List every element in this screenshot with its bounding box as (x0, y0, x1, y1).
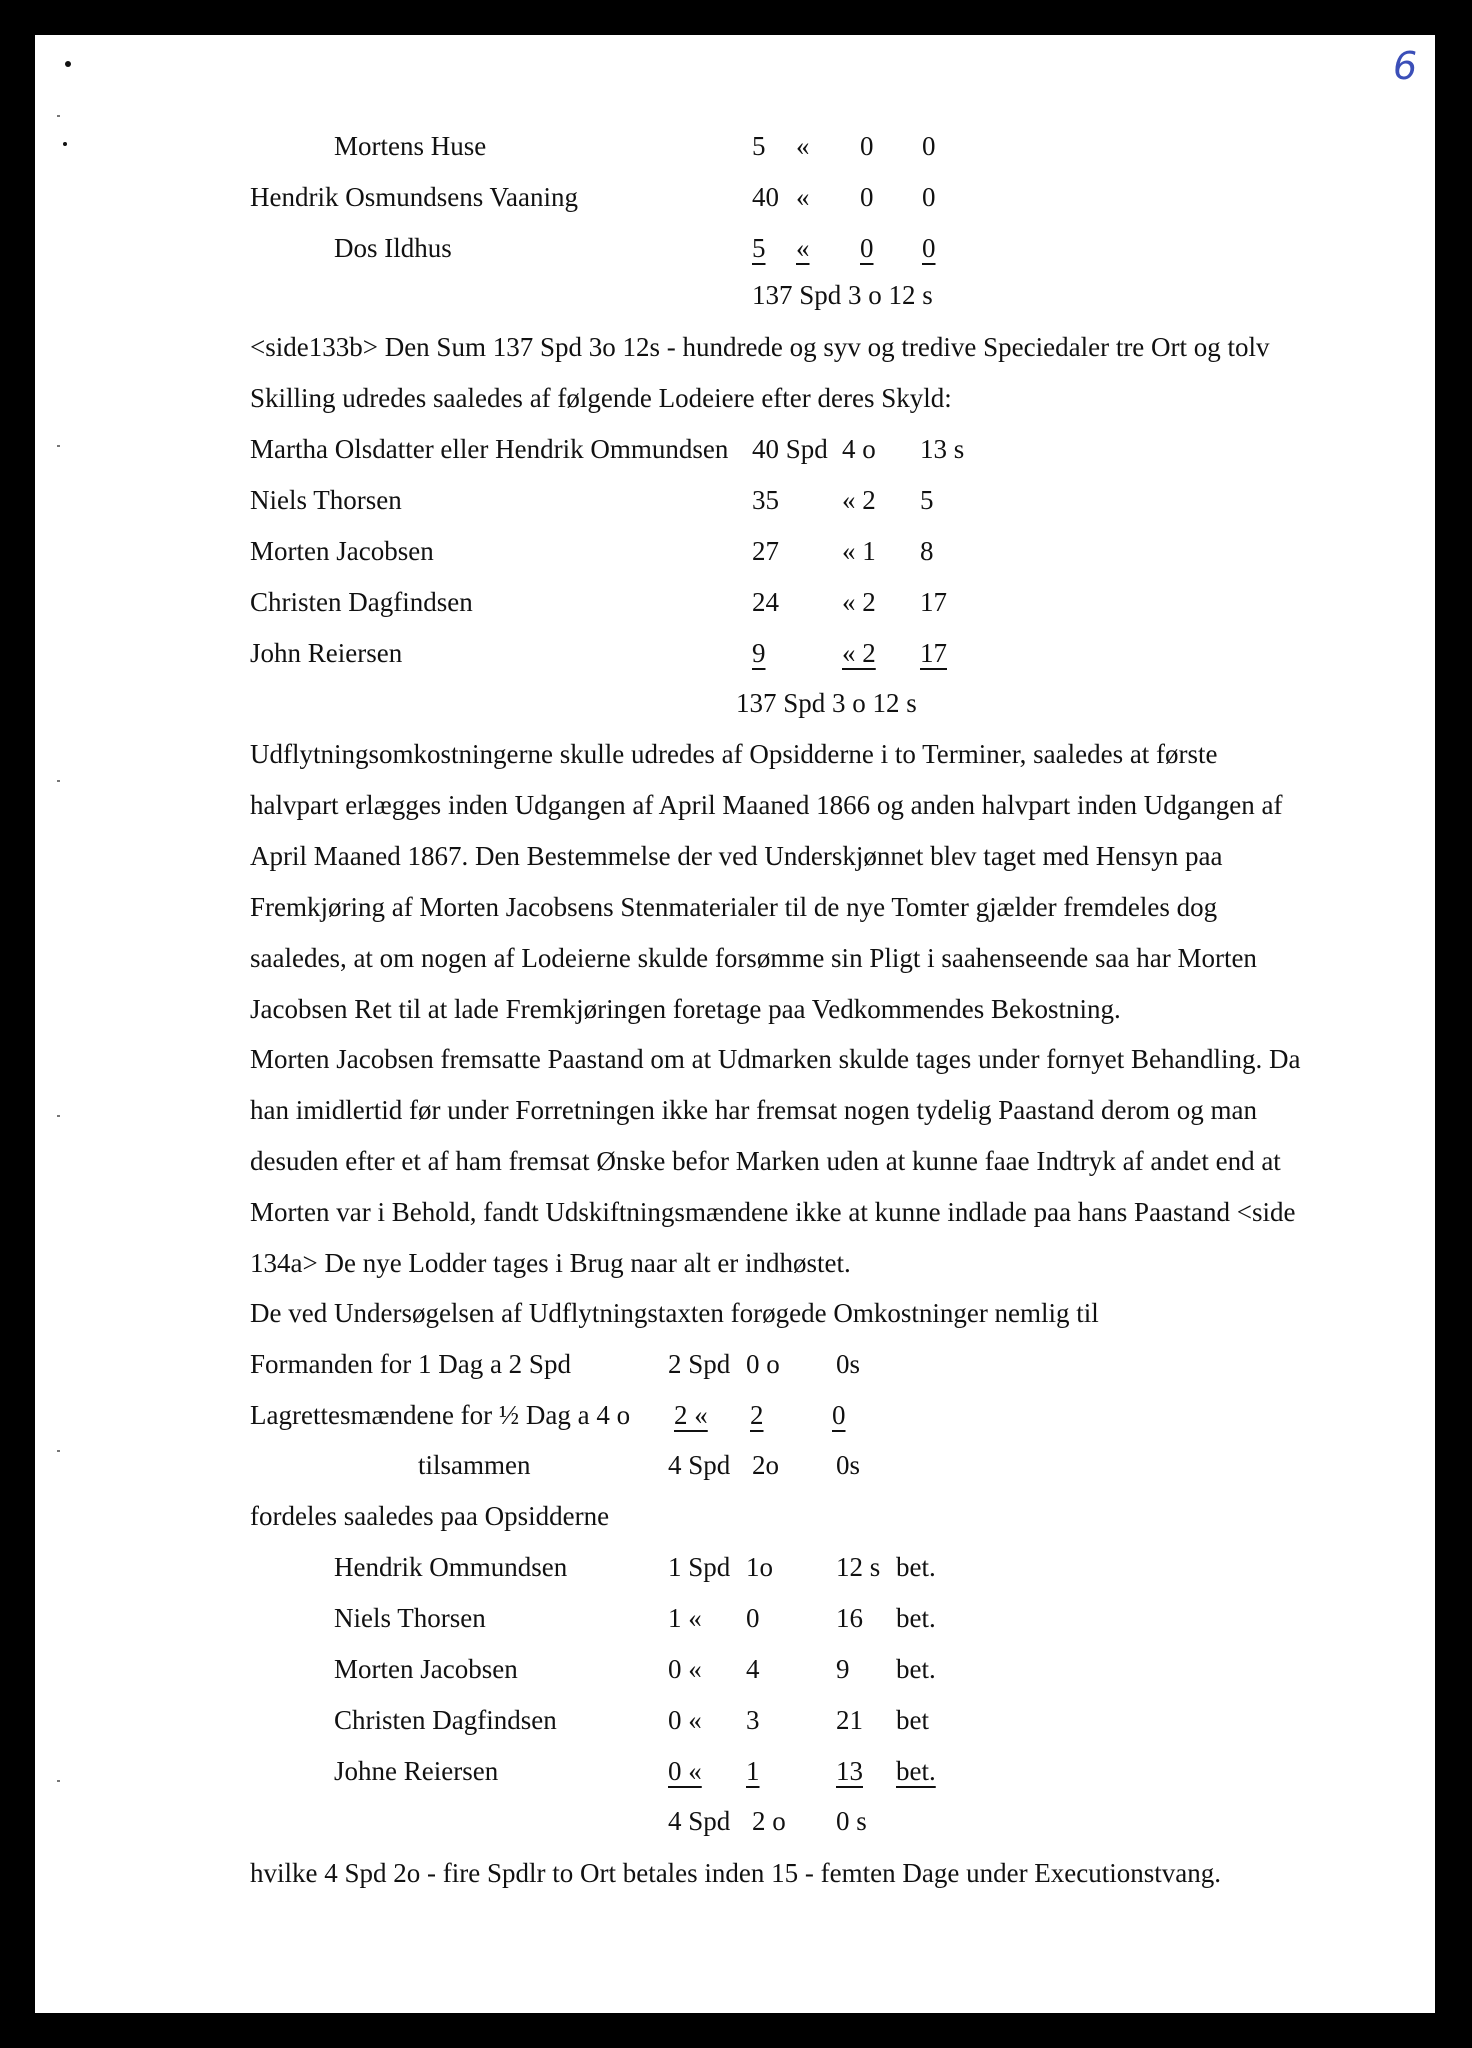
ledger-cell: 0 o (746, 1349, 780, 1379)
ledger-cell: bet. (896, 1552, 936, 1582)
ledger-cell: 9 (752, 638, 766, 668)
paragraph-line: Jacobsen Ret til at lade Fremkjøringen foretage paa Vedkommendes Bekostning. (250, 994, 1121, 1024)
paragraph-line: fordeles saaledes paa Opsidderne (250, 1501, 610, 1531)
ledger-cell: Mortens Huse (334, 131, 487, 161)
ledger-cell: 17 (920, 638, 947, 668)
ledger-cell: 5 (752, 233, 766, 263)
ledger-cell: 0 (860, 131, 874, 161)
ledger-cell: Lagrettesmændene for ½ Dag a 4 o (250, 1400, 631, 1430)
paragraph-line: Fremkjøring af Morten Jacobsens Stenmaterialer til de nye Tomter gjælder fremdeles dog (250, 892, 1218, 922)
ledger-cell: 0 (832, 1400, 846, 1430)
ledger-cell: 13 (836, 1756, 863, 1786)
ledger-cell: « 2 (842, 587, 876, 617)
ledger-cell: Niels Thorsen (250, 485, 402, 515)
paragraph-line: halvpart erlægges inden Udgangen af April Maaned 1866 og anden halvpart inden Udgangen af (250, 790, 1283, 820)
margin-tick (57, 780, 60, 782)
ledger-cell: 0 (922, 182, 936, 212)
ledger-cell: 17 (920, 587, 947, 617)
paragraph-line: April Maaned 1867. Den Bestemmelse der ved Underskjønnet blev taget med Hensyn paa (250, 841, 1223, 871)
paragraph-line: Skilling udredes saaledes af følgende Lodeiere efter deres Skyld: (250, 383, 952, 413)
ledger-cell: « 2 (842, 485, 876, 515)
ledger-cell: 35 (752, 485, 779, 515)
ledger-cell: Hendrik Osmundsens Vaaning (250, 182, 578, 212)
ledger-cell: Johne Reiersen (334, 1756, 499, 1786)
ledger-cell: 8 (920, 536, 934, 566)
ledger-cell: Dos Ildhus (334, 233, 452, 263)
ledger-cell: Christen Dagfindsen (250, 587, 473, 617)
ledger-cell: Formanden for 1 Dag a 2 Spd (250, 1349, 571, 1379)
ledger-cell: « (796, 182, 810, 212)
ledger-cell: 24 (752, 587, 779, 617)
ledger-cell: 16 (836, 1603, 863, 1633)
ledger-cell: 4 o (842, 434, 876, 464)
ledger-cell: 21 (836, 1705, 863, 1735)
ledger-cell: 0 (922, 131, 936, 161)
margin-tick (57, 115, 60, 117)
margin-tick (57, 445, 60, 447)
ledger-cell: Hendrik Ommundsen (334, 1552, 568, 1582)
ledger-cell: 0 « (668, 1705, 702, 1735)
margin-tick (57, 1115, 60, 1117)
paragraph-line: han imidlertid før under Forretningen ikke har fremsat nogen tydelig Paastand derom og man (250, 1095, 1257, 1125)
ledger-cell: bet. (896, 1756, 936, 1786)
margin-tick (57, 1780, 60, 1782)
paragraph-line: Morten var i Behold, fandt Udskiftningsmændene ikke at kunne indlade paa hans Paastand <side (250, 1197, 1296, 1227)
ledger-cell: 1 (746, 1756, 760, 1786)
ledger-cell: 4 (746, 1654, 760, 1684)
paragraph-line: 134a> De nye Lodder tages i Brug naar alt er indhøstet. (250, 1248, 851, 1278)
ledger-cell: 0 (860, 233, 874, 263)
paragraph-line: saaledes, at om nogen af Lodeierne skulde forsømme sin Pligt i saahenseende saa har Morten (250, 943, 1257, 973)
ledger-cell: 40 (752, 182, 779, 212)
ledger-cell: 1 « (668, 1603, 702, 1633)
ledger-cell: 3 (746, 1705, 760, 1735)
ledger-cell: 0 (860, 182, 874, 212)
ledger-cell: 1o (746, 1552, 773, 1582)
paragraph-line: Morten Jacobsen fremsatte Paastand om at Udmarken skulde tages under fornyet Behandling. Da (250, 1044, 1301, 1074)
ledger-cell: « 1 (842, 536, 876, 566)
ledger-cell: Christen Dagfindsen (334, 1705, 557, 1735)
margin-dot (63, 142, 67, 146)
ledger-cell: 0 (922, 233, 936, 263)
ledger-cell: bet. (896, 1603, 936, 1633)
ledger-cell: « (796, 131, 810, 161)
ledger-cell: 0s (836, 1349, 861, 1379)
paragraph-line: desuden efter et af ham fremsat Ønske befor Marken uden at kunne faae Indtryk af andet end at (250, 1146, 1281, 1176)
ledger-cell: 2 « (674, 1400, 708, 1430)
ledger2-total: 137 Spd 3 o 12 s (736, 688, 917, 718)
ledger-cell: 40 Spd (752, 434, 828, 464)
ledger-cell: 13 s (920, 434, 965, 464)
ledger-cell: 9 (836, 1654, 850, 1684)
ledger-cell: « (796, 233, 810, 263)
ledger-cell: 5 (920, 485, 934, 515)
closing-line: hvilke 4 Spd 2o - fire Spdlr to Ort betales inden 15 - femten Dage under Executionstvang. (250, 1858, 1222, 1888)
ledger-cell: 0 (746, 1603, 760, 1633)
ledger-cell: 12 s (836, 1552, 881, 1582)
ledger-cell: 1 Spd (668, 1552, 731, 1582)
ledger-cell: 5 (752, 131, 766, 161)
ledger-cell: John Reiersen (250, 638, 403, 668)
ledger-cell: bet (896, 1705, 929, 1735)
page-number: 6 (1393, 44, 1418, 88)
margin-tick (57, 1450, 60, 1452)
ledger-cell: 2 (750, 1400, 764, 1430)
ledger-cell: Morten Jacobsen (250, 536, 434, 566)
ledger-cell: bet. (896, 1654, 936, 1684)
ledger-cell: 0 « (668, 1654, 702, 1684)
ledger-cell: Martha Olsdatter eller Hendrik Ommundsen (250, 434, 729, 464)
ledger-cell: 0 « (668, 1756, 702, 1786)
paragraph-line: <side133b> Den Sum 137 Spd 3o 12s - hundrede og syv og tredive Speciedaler tre Ort og tolv (250, 332, 1270, 362)
ledger-cell: « 2 (842, 638, 876, 668)
paragraph-line: Udflytningsomkostningerne skulle udredes af Opsidderne i to Terminer, saaledes at første (250, 739, 1218, 769)
ledger-cell: Niels Thorsen (334, 1603, 486, 1633)
ledger-cell: Morten Jacobsen (334, 1654, 518, 1684)
margin-dot (65, 61, 71, 67)
paragraph-line: De ved Undersøgelsen af Udflytningstaxten forøgede Omkostninger nemlig til (250, 1298, 1099, 1328)
ledger-cell: 2 Spd (668, 1349, 731, 1379)
ledger-cell: 27 (752, 536, 779, 566)
